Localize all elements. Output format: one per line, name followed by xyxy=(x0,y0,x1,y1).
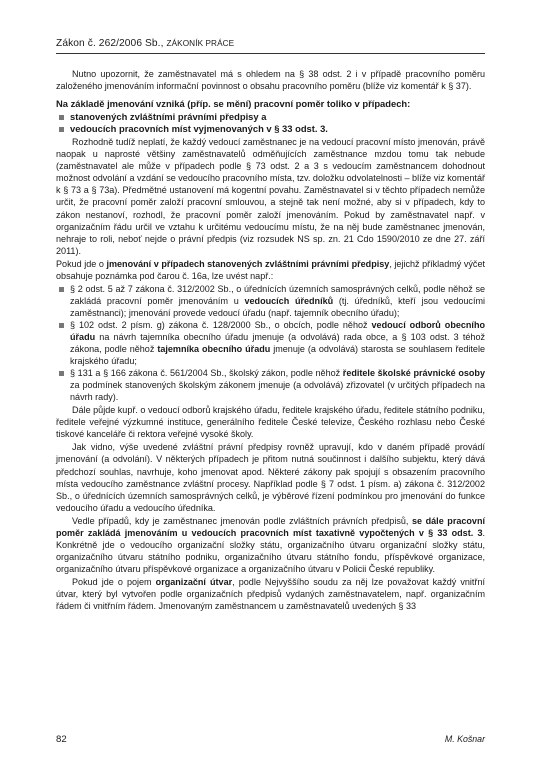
examples-list xyxy=(56,283,485,403)
paragraph-3 xyxy=(56,258,485,282)
text-run: na návrh tajemníka obecního úřadu jmenuje (a odvolává) rada obce, a § 103 odst. 3 téhož zákona, podle něhož xyxy=(70,331,485,355)
bold-run: vedoucích úředníků xyxy=(244,295,334,306)
bold-run: tajemníka obecního úřadu xyxy=(157,344,271,355)
text-run: (tj. úředníků, kteří jsou vedoucími zaměstnanci); jmenování provede vedoucí úřadu (např. tajemník obecního úřadu); xyxy=(70,295,486,318)
header-law: Zákon č. 262/2006 Sb., xyxy=(56,38,164,49)
paragraph-1: Nutno upozornit, že zaměstnavatel má s ohledem na § 38 odst. 2 i v případě pracovního poměru založeného jmenováním informační povinnost o obsahu pracovního poměru (blíže viz komentář k § 37). xyxy=(56,69,485,92)
bold-run: vedoucí odborů obecního úřadu xyxy=(70,319,485,342)
text-run: Pokud jde o pojem xyxy=(72,576,156,587)
text-run: § 102 odst. 2 písm. g) zákona č. 128/2000 Sb., o obcích, podle něhož xyxy=(70,319,372,330)
list-item xyxy=(56,283,485,319)
list-item xyxy=(56,367,485,403)
text-run: jmenuje (a odvolává) starosta se souhlasem ředitele krajského úřadu; xyxy=(70,344,485,367)
paragraph-7 xyxy=(56,576,485,612)
text-run: . Konkrétně jde o vedoucího organizační složky státu, organizačního útvaru organizační složky státu, organizačního útvaru státního podniku, organizačního útvaru státního fondu, příspěvkové organizace, organizačního útvaru příspěvkové organizace a organizačního útvaru v Policii České republiky. xyxy=(56,527,485,574)
page-footer xyxy=(56,734,485,745)
author-name: M. Košnar xyxy=(444,734,485,744)
bold-run: jmenování v případech stanovených zvláštními právními předpisy xyxy=(106,258,390,269)
text-run: , jejichž příkladmý výčet obsahuje poznámka pod čarou č. 16a, lze uvést např.: xyxy=(56,258,485,281)
text-run: Pokud jde o xyxy=(56,258,107,269)
bullet-item: stanovených zvláštními právními předpisy a xyxy=(56,111,485,123)
page-number: 82 xyxy=(56,734,67,745)
text-run: § 2 odst. 5 až 7 zákona č. 312/2002 Sb., o úřednících územních samosprávných celků, podle něhož se zakládá pracovní poměr jmenováním u xyxy=(70,283,485,306)
paragraph-4: Dále půjde kupř. o vedoucí odborů krajského úřadu, ředitele krajského úřadu, ředitele státního podniku, ředitele veřejné výzkumné instituce, generálního ředitele České televize, Českého rozhlasu nebo České tiskové kanceláře či rektora veřejné vysoké školy. xyxy=(56,405,485,440)
paragraph-5: Jak vidno, výše uvedené zvláštní právní předpisy rovněž upravují, kdo v daném případě provádí jmenování (a odvolání). V některých případech je přitom nutná součinnost i dalšího subjektu, který dává předchozí souhlas, navrhuje, koho jmenovat apod. Některé zákony pak spojují s obsazením pracovního místa vedoucího zaměstnance zvláštní procesy. Například podle § 7 odst. 1 písm. a) zákona č. 312/2002 Sb., o úřednících územních samosprávných celků, je výběrové řízení podmínkou pro jmenování do funkce vedoucího úřadu a vedoucího úředníka. xyxy=(56,442,485,513)
list-item xyxy=(56,319,485,367)
bold-run: organizační útvar xyxy=(155,576,233,587)
paragraph-6 xyxy=(56,515,485,575)
bullet-item: vedoucích pracovních míst vyjmenovaných v § 33 odst. 3. xyxy=(56,123,485,135)
running-header xyxy=(56,38,485,54)
text-run: Vedle případů, kdy je zaměstnanec jmenován podle zvláštních právních předpisů, xyxy=(72,515,412,526)
text-run: za podmínek stanovených školským zákonem jmenuje (a odvolává) zřizovatel (v určitých případech na návrh rady). xyxy=(70,380,485,403)
text-run: , podle Nejvyššího soudu za něj lze považovat každý vnitřní útvar, který byl vytvořen podle organizačních předpisů vydaných zaměstnavatelem, např. organizačním řádem či vnitřním řádem. Jmenovaným zaměstnancem u zaměstnavatelů uvedených § 33 xyxy=(56,576,485,612)
bold-run: ředitele školské právnické osoby xyxy=(342,368,485,379)
main-bullet-list xyxy=(56,111,485,135)
header-subtitle: ZÁKONÍK PRÁCE xyxy=(166,39,235,48)
section-heading: Na základě jmenování vzniká (příp. se mění) pracovní poměr toliko v případech: xyxy=(56,98,411,110)
text-run: § 131 a § 166 zákona č. 561/2004 Sb., školský zákon, podle něhož xyxy=(70,368,343,379)
bold-run: se dále pracovní poměr zakládá jmenováním u vedoucích pracovních míst taxativně vypočtených v § 33 odst. 3 xyxy=(56,515,485,538)
body-text xyxy=(56,68,485,613)
paragraph-2: Rozhodně tudíž neplatí, že každý vedoucí zaměstnanec je na vedoucí pracovní místo jmenován, právě naopak u naprosté většiny zaměstnavatelů odměňujících zaměstnance mzdou tomu tak nebude (zaměstnavatel ale může v případech podle § 73 odst. 2 a 3 s vedoucím zaměstnancem dohodnout možnost odvolání a vzdání se vedoucího pracovního místa, tzv. doložku odvolatelnosti – blíže viz komentář k § 73 a § 73a). Předmětné ustanovení má kogentní povahu. Zaměstnavatel si v těchto případech nemůže určit, že pracovní poměr založí pracovní smlouvou, a stejně tak není možné, aby si v případech, kdy to zákon nestanoví, rozhodl, že pracovní poměr založí jmenováním. Pokud by zaměstnavatel např. v organizačním řádu určil ve vztahu k určitému vedoucímu místu, že na něj bude zaměstnanec jmenován, nehraje to roli, neboť nejde o právní předpis (viz rozsudek NS sp. zn. 21 Cdo 1590/2010 ze dne 27. září 2011). xyxy=(56,137,485,256)
